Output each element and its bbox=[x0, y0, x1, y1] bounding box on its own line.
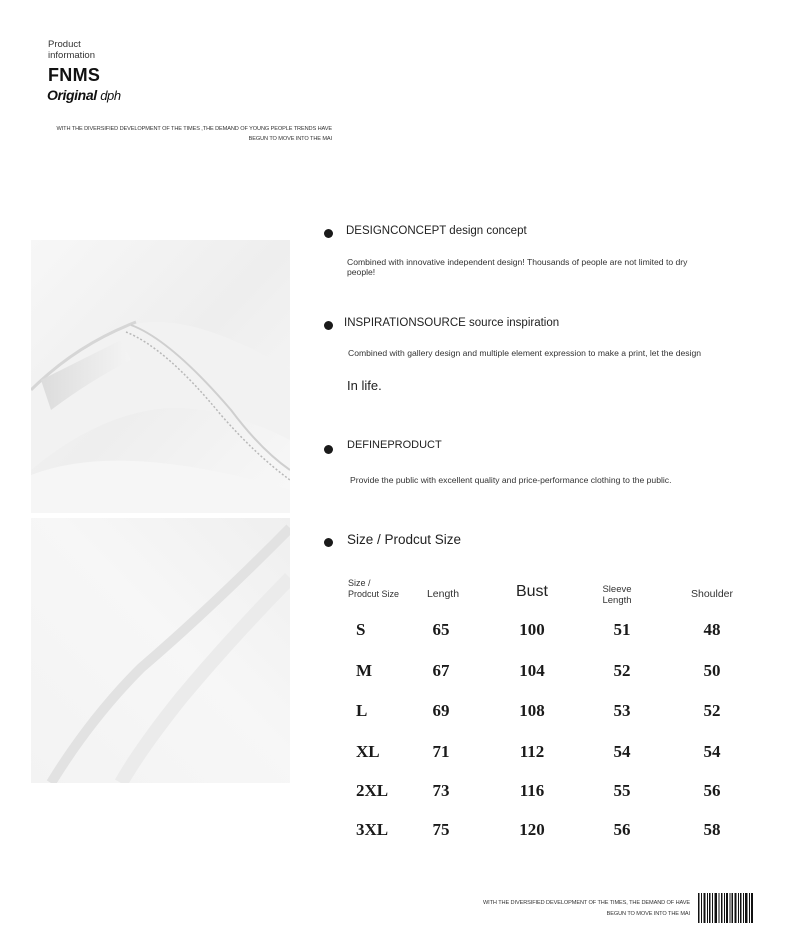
brand-subtitle-suffix: dph bbox=[100, 88, 121, 103]
length-cell: 65 bbox=[432, 620, 450, 639]
sleeve-cell: 54 bbox=[613, 742, 631, 761]
size-column-header: Size / Prodcut Size bbox=[348, 578, 400, 599]
shoulder-cell: 50 bbox=[703, 661, 721, 680]
bust-cell: 120 bbox=[519, 820, 545, 839]
bust-cell: 100 bbox=[519, 620, 545, 639]
product-information-label: Product information bbox=[48, 39, 95, 61]
sleeve-cell: 52 bbox=[613, 661, 631, 680]
length-cell: 69 bbox=[432, 701, 450, 720]
brand-subtitle-main: Original bbox=[47, 87, 97, 103]
sleeve-cell: 55 bbox=[613, 781, 631, 800]
barcode-icon bbox=[698, 893, 754, 923]
sleeve-length-column-header: Sleeve Length bbox=[602, 584, 632, 606]
brand-name: FNMS bbox=[48, 65, 101, 85]
size-cell: 3XL bbox=[356, 820, 389, 839]
define-bullet-icon bbox=[324, 445, 333, 454]
size-cell: L bbox=[356, 701, 368, 720]
design-concept-title: DESIGNCONCEPT design concept bbox=[346, 225, 527, 237]
sleeve-cell: 51 bbox=[613, 620, 631, 639]
sleeve-cell: 56 bbox=[613, 820, 631, 839]
design-bullet-icon bbox=[324, 229, 333, 238]
inspiration-source-title: INSPIRATIONSOURCE source inspiration bbox=[344, 317, 560, 329]
bust-cell: 108 bbox=[519, 701, 545, 720]
inspiration-in-life: In life. bbox=[347, 378, 382, 393]
size-bullet-icon bbox=[324, 538, 333, 547]
inspiration-bullet-icon bbox=[324, 321, 333, 330]
bust-column-header: Bust bbox=[515, 583, 548, 600]
sleeve-cell: 53 bbox=[613, 701, 631, 720]
fabric-detail-photo bbox=[31, 240, 290, 513]
length-cell: 67 bbox=[432, 661, 450, 680]
size-cell: S bbox=[356, 620, 366, 639]
length-column-header: Length bbox=[426, 588, 460, 600]
shoulder-cell: 48 bbox=[703, 620, 721, 639]
size-cell: 2XL bbox=[356, 781, 389, 800]
bust-cell: 104 bbox=[519, 661, 545, 680]
shoulder-cell: 56 bbox=[703, 781, 721, 800]
fabric-texture-photo bbox=[31, 518, 290, 783]
length-cell: 75 bbox=[432, 820, 450, 839]
footer-tagline: WITH THE DIVERSIFIED DEVELOPMENT OF THE TIMES, THE DEMAND OF HAVE BEGUN TO MOVE INTO THE MAI bbox=[482, 900, 690, 917]
shoulder-cell: 54 bbox=[703, 742, 721, 761]
bust-cell: 116 bbox=[519, 781, 545, 800]
shoulder-column-header: Shoulder bbox=[690, 588, 734, 600]
define-product-body: Provide the public with excellent quality and price-performance clothing to the public. bbox=[350, 475, 672, 485]
brand-subtitle bbox=[47, 87, 121, 103]
inspiration-source-body: Combined with gallery design and multiple element expression to make a print, let the design bbox=[348, 348, 702, 358]
size-section-title: Size / Prodcut Size bbox=[347, 532, 462, 547]
size-cell: M bbox=[356, 661, 373, 680]
size-cell: XL bbox=[356, 742, 380, 761]
shoulder-cell: 52 bbox=[703, 701, 721, 720]
header-tagline: WITH THE DIVERSIFIED DEVELOPMENT OF THE TIMES ,THE DEMAND OF YOUNG PEOPLE TRENDS HAVE BEGUN TO MOVE INTO THE MAI bbox=[56, 126, 332, 142]
shoulder-cell: 58 bbox=[703, 820, 721, 839]
length-cell: 71 bbox=[432, 742, 450, 761]
define-product-title: DEFINEPRODUCT bbox=[347, 439, 442, 451]
length-cell: 73 bbox=[432, 781, 450, 800]
bust-cell: 112 bbox=[519, 742, 545, 761]
design-concept-body: Combined with innovative independent design! Thousands of people are not limited to dry people! bbox=[347, 257, 688, 277]
